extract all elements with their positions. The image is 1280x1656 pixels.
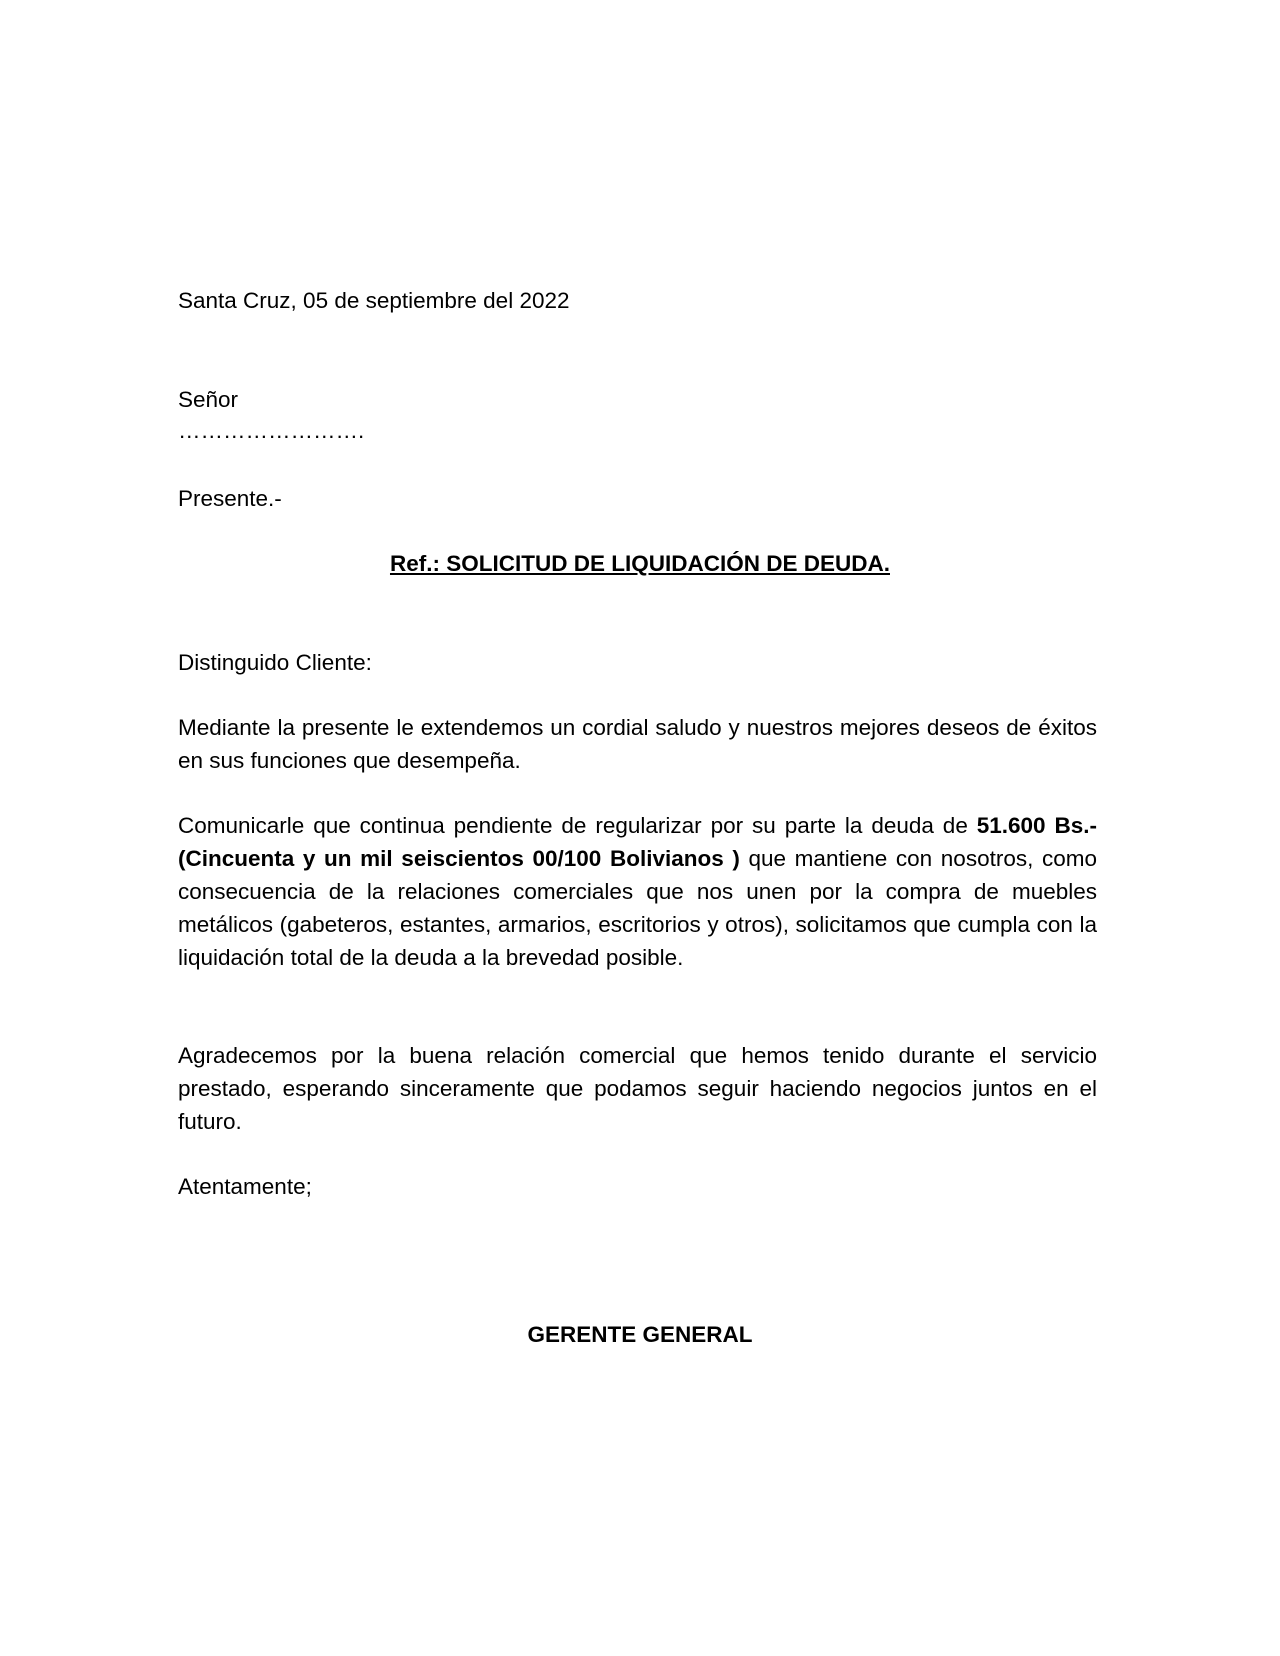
signature-title: GERENTE GENERAL — [527, 1322, 753, 1347]
date-line: Santa Cruz, 05 de septiembre del 2022 — [178, 288, 570, 313]
reference-text: Ref.: SOLICITUD DE LIQUIDACIÓN DE DEUDA. — [389, 551, 890, 576]
reference-heading — [0, 547, 1280, 580]
recipient-name-placeholder: ……………………. — [178, 418, 365, 443]
debt-amount: 51.600 Bs.- (Cincuenta y un mil seiscientos 00/100 Bolivianos ) — [178, 813, 1097, 871]
paragraph-greeting: Mediante la presente le extendemos un cordial saludo y nuestros mejores deseos de éxitos en sus funciones que desempeña. — [178, 715, 1097, 773]
salutation: Distinguido Cliente: — [178, 650, 372, 675]
paragraph-debt-notice — [178, 809, 1097, 974]
paragraph-debt-text-before: Comunicarle que continua pendiente de regularizar por su parte la deuda de — [178, 813, 977, 838]
recipient-title: Señor — [178, 387, 239, 412]
paragraph-debt-text-after: que mantiene con nosotros, como consecuencia de la relaciones comerciales que nos unen por la compra de muebles metálicos (gabeteros, estantes, armarios, escritorios y otros), solicitamos que cumpla con la liquidación total de la deuda a la brevedad posible. — [178, 846, 1097, 970]
paragraph-thanks: Agradecemos por la buena relación comercial que hemos tenido durante el servicio prestado, esperando sinceramente que podamos seguir haciendo negocios juntos en el futuro. — [178, 1043, 1097, 1134]
presente-line: Presente.- — [178, 486, 282, 511]
closing-line: Atentamente; — [178, 1174, 312, 1199]
